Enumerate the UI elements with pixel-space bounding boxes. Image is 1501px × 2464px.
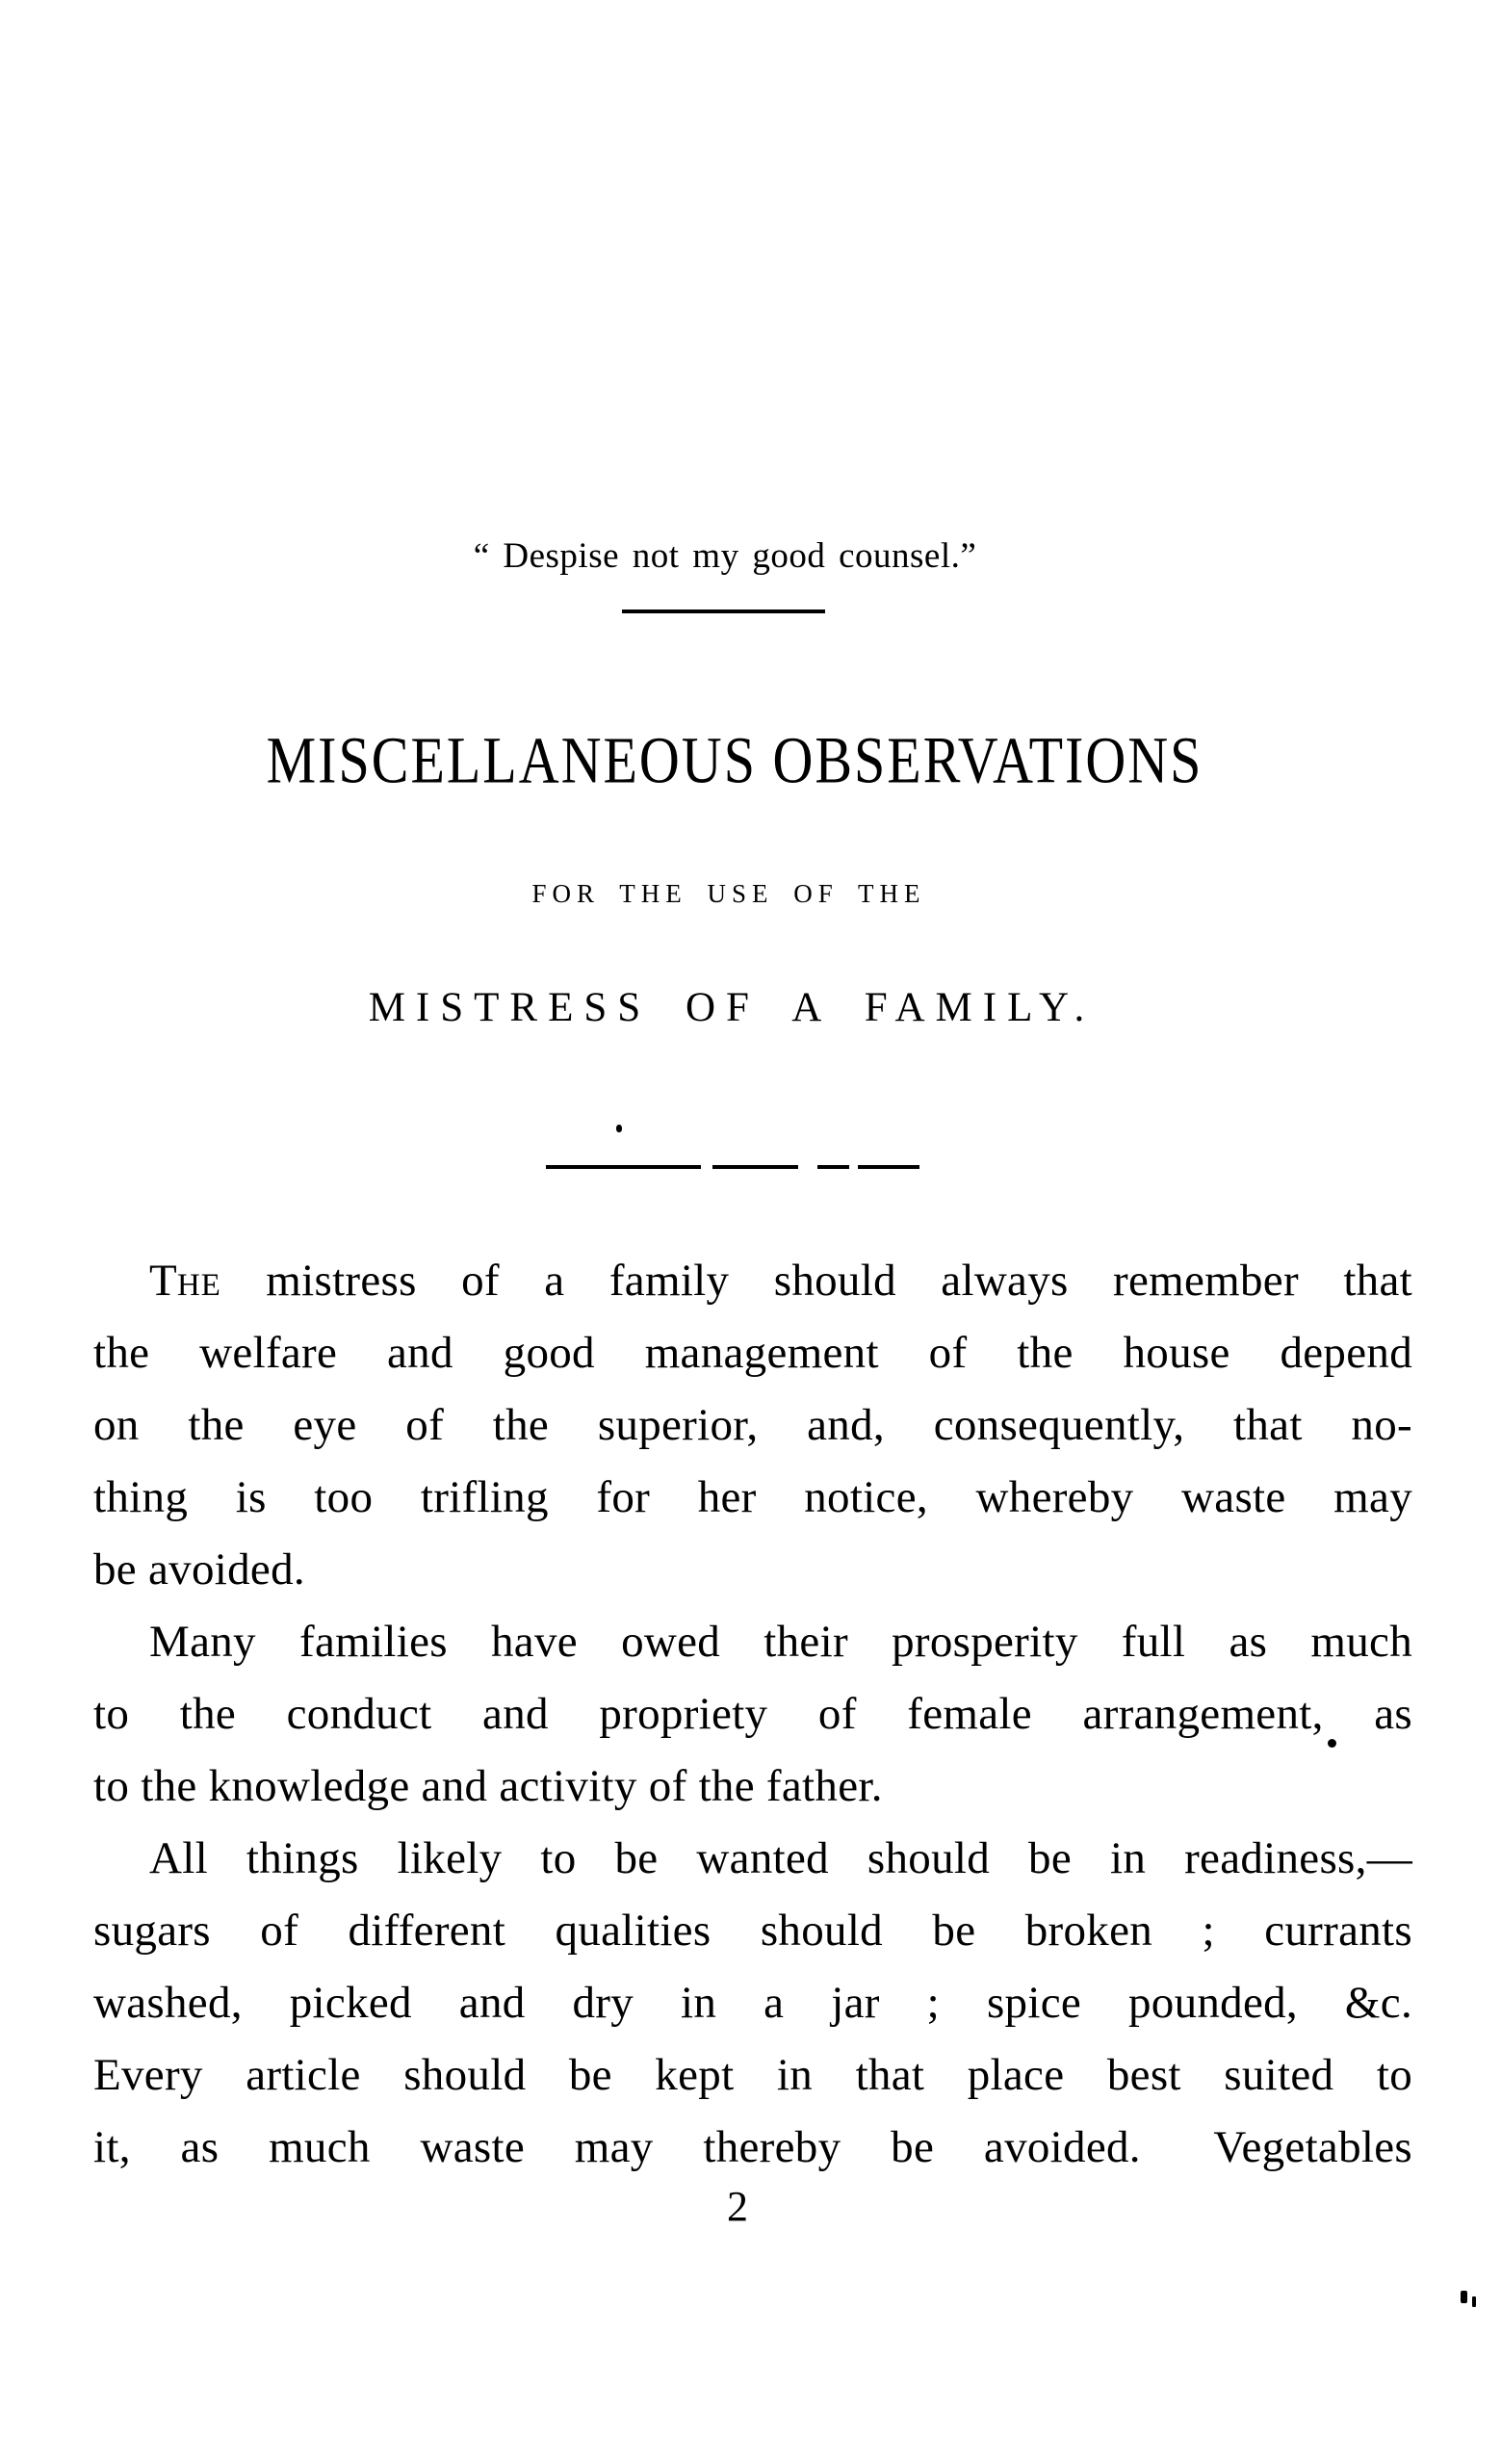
body-line: be avoided. (93, 1544, 305, 1595)
body-line: on the eye of the superior, and, consequently, that no- (93, 1400, 1412, 1450)
body-line: Many families have owed their prosperity full as much (149, 1617, 1412, 1667)
scan-artifact-dot (1461, 2291, 1467, 2303)
dashed-divider (546, 1164, 919, 1169)
dash-segment (858, 1165, 919, 1169)
title-audience: MISTRESS OF A FAMILY. (368, 985, 1096, 1030)
scan-artifact-dot (616, 1125, 622, 1132)
page-number: 2 (727, 2183, 748, 2230)
body-line: to the knowledge and activity of the father. (93, 1761, 883, 1811)
dash-segment (712, 1165, 798, 1169)
body-line-text: mistress of a family should always remember that (220, 1256, 1412, 1306)
epigraph-quote: “ Despise not my good counsel.” (473, 536, 977, 576)
body-line: Every article should be kept in that place best suited to (93, 2050, 1412, 2100)
body-line: sugars of different qualities should be broken ; currants (93, 1906, 1412, 1956)
dash-segment (546, 1165, 701, 1169)
body-line (93, 1245, 1412, 1317)
drop-initial: T (149, 1256, 178, 1306)
dash-segment (817, 1165, 849, 1169)
body-line: it, as much waste may thereby be avoided. Vegetables (93, 2122, 1412, 2172)
body-line: thing is too trifling for her notice, whereby waste may (93, 1472, 1412, 1522)
divider-rule (622, 610, 825, 613)
scan-artifact-dot (1328, 1739, 1336, 1748)
body-text (93, 1245, 1412, 2184)
page-title: MISCELLANEOUS OBSERVATIONS (266, 723, 1203, 797)
title-subline: FOR THE USE OF THE (531, 879, 926, 908)
body-line: washed, picked and dry in a jar ; spice pounded, &c. (93, 1978, 1412, 2028)
scan-artifact-dot (1472, 2296, 1476, 2307)
body-line: to the conduct and propriety of female arrangement, as (93, 1689, 1412, 1739)
body-line: the welfare and good management of the house depend (93, 1328, 1412, 1378)
smallcaps-lead: HE (177, 1268, 221, 1303)
body-line: All things likely to be wanted should be in readiness,— (149, 1833, 1412, 1883)
